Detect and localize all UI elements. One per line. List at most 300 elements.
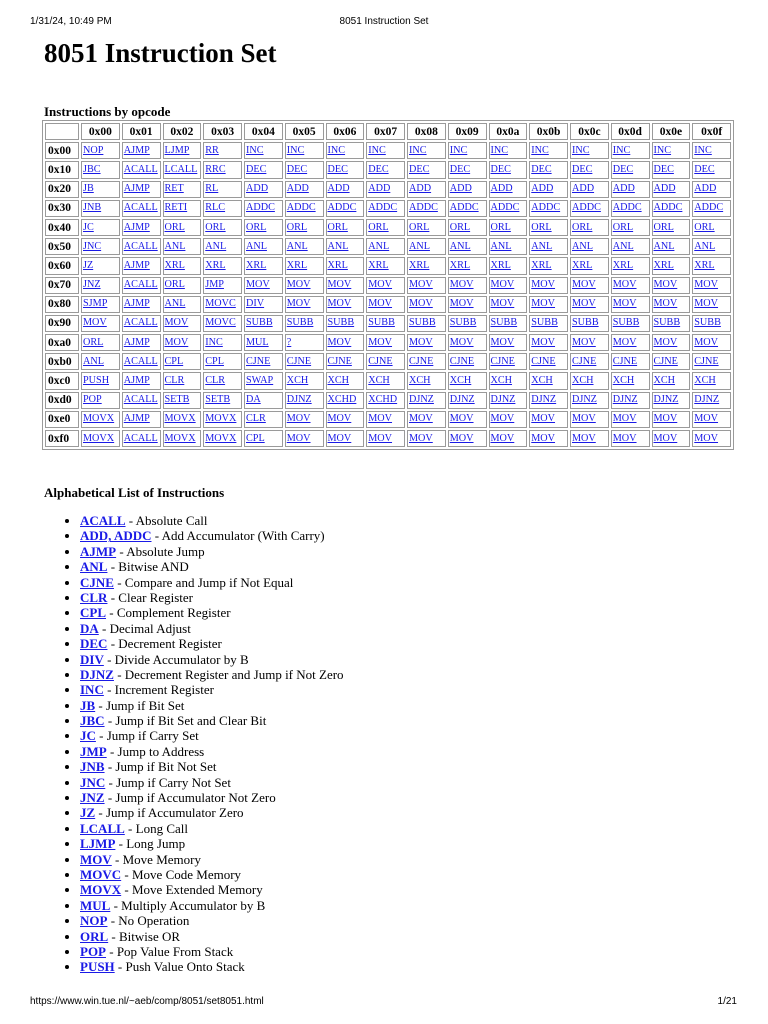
opcode-link[interactable]: ORL <box>694 221 715 233</box>
opcode-link[interactable]: MOV <box>409 432 433 444</box>
opcode-link[interactable]: MOV <box>449 298 474 310</box>
opcode-link[interactable]: LCALL <box>164 163 198 175</box>
opcode-link[interactable]: MOV <box>531 432 556 444</box>
opcode-link[interactable]: XCH <box>409 375 431 387</box>
opcode-link[interactable]: MOV <box>653 279 678 291</box>
opcode-link[interactable]: ADDC <box>490 202 520 214</box>
opcode-link[interactable]: MOV <box>490 336 515 348</box>
opcode-link[interactable]: MOVC <box>205 298 236 310</box>
opcode-link[interactable]: INC <box>246 144 264 156</box>
opcode-link[interactable]: ADD <box>286 183 309 195</box>
table-row <box>45 392 731 409</box>
opcode-link[interactable]: INC <box>612 144 631 156</box>
opcode-link[interactable]: ORL <box>531 221 552 233</box>
instruction-link[interactable]: ORL <box>80 928 109 944</box>
opcode-link[interactable]: ANL <box>205 240 227 252</box>
opcode-link[interactable]: MOV <box>490 432 515 444</box>
opcode-link[interactable]: INC <box>368 144 386 156</box>
opcode-cell <box>652 296 691 313</box>
opcode-link[interactable]: MOV <box>612 413 637 425</box>
opcode-link[interactable]: SUBB <box>612 317 640 329</box>
opcode-link[interactable]: CJNE <box>653 355 678 367</box>
opcode-link[interactable]: XCH <box>286 375 309 387</box>
opcode-link[interactable]: MOV <box>246 279 270 291</box>
opcode-link[interactable]: DJNZ <box>653 394 679 406</box>
opcode-link[interactable]: SUBB <box>246 317 273 329</box>
opcode-link[interactable]: CJNE <box>490 355 515 367</box>
opcode-link[interactable]: AJMP <box>123 298 150 310</box>
opcode-link[interactable]: XRL <box>612 259 634 271</box>
instruction-link[interactable]: CLR <box>80 589 108 605</box>
opcode-link[interactable]: XCH <box>653 375 676 387</box>
opcode-link[interactable]: MOVC <box>205 317 236 329</box>
opcode-link[interactable]: INC <box>327 144 346 156</box>
opcode-link[interactable]: RET <box>164 183 184 195</box>
opcode-link[interactable]: CJNE <box>327 355 352 367</box>
opcode-link[interactable]: ANL <box>572 240 593 252</box>
opcode-link[interactable]: MOV <box>572 336 596 348</box>
opcode-link[interactable]: ADDC <box>694 202 724 214</box>
opcode-link[interactable]: MOV <box>83 317 107 329</box>
opcode-link[interactable]: DIV <box>246 298 265 310</box>
opcode-link[interactable]: AJMP <box>123 144 150 156</box>
opcode-link[interactable]: POP <box>83 394 102 406</box>
opcode-link[interactable]: RLC <box>205 202 226 214</box>
opcode-link[interactable]: MOV <box>409 413 433 425</box>
opcode-link[interactable]: ANL <box>164 298 186 310</box>
opcode-link[interactable]: ORL <box>83 336 104 348</box>
opcode-link[interactable]: DEC <box>653 163 674 175</box>
column-header: 0x07 <box>366 123 405 140</box>
opcode-link[interactable]: XCH <box>327 375 350 387</box>
opcode-link[interactable]: MOV <box>612 279 637 291</box>
opcode-link[interactable]: ACALL <box>123 394 158 406</box>
opcode-link[interactable]: ADD <box>327 183 350 195</box>
opcode-link[interactable]: MOV <box>531 298 556 310</box>
opcode-link[interactable]: LJMP <box>164 144 190 156</box>
opcode-link[interactable]: ANL <box>83 355 104 367</box>
opcode-link[interactable]: MOV <box>694 413 719 425</box>
opcode-link[interactable]: XCHD <box>368 394 398 406</box>
opcode-link[interactable]: DEC <box>449 163 471 175</box>
opcode-link[interactable]: ADD <box>490 183 513 195</box>
opcode-link[interactable]: SUBB <box>531 317 558 329</box>
opcode-link[interactable]: XCH <box>531 375 553 387</box>
instruction-link[interactable]: MOVC <box>80 866 122 882</box>
opcode-link[interactable]: MOV <box>694 279 719 291</box>
opcode-link[interactable]: SWAP <box>246 375 274 387</box>
opcode-link[interactable]: AJMP <box>123 221 150 233</box>
opcode-link[interactable]: ADDC <box>653 202 683 214</box>
opcode-link[interactable]: MOV <box>368 279 393 291</box>
opcode-link[interactable]: XCHD <box>327 394 357 406</box>
opcode-link[interactable]: AJMP <box>123 183 150 195</box>
opcode-cell <box>407 142 446 159</box>
opcode-link[interactable]: ACALL <box>123 202 158 214</box>
opcode-link[interactable]: XCH <box>449 375 472 387</box>
opcode-link[interactable]: MOV <box>409 279 433 291</box>
opcode-link[interactable]: MOV <box>368 432 393 444</box>
opcode-link[interactable]: ORL <box>572 221 593 233</box>
opcode-link[interactable]: RETI <box>164 202 188 214</box>
opcode-link[interactable]: XRL <box>286 259 308 271</box>
instruction-link[interactable]: CJNE <box>80 574 114 590</box>
opcode-link[interactable]: SUBB <box>490 317 518 329</box>
opcode-cell <box>366 315 405 332</box>
opcode-link[interactable]: MOV <box>164 317 189 329</box>
opcode-link[interactable]: MOV <box>368 336 393 348</box>
opcode-link[interactable]: MOVX <box>205 413 237 425</box>
opcode-link[interactable]: SETB <box>205 394 231 406</box>
opcode-link[interactable]: ADDC <box>449 202 479 214</box>
opcode-link[interactable]: ANL <box>653 240 675 252</box>
instruction-link[interactable]: AJMP <box>80 543 117 559</box>
opcode-link[interactable]: MOV <box>694 336 719 348</box>
opcode-link[interactable]: MOVX <box>164 413 196 425</box>
instruction-link[interactable]: JC <box>80 728 96 744</box>
opcode-link[interactable]: SUBB <box>449 317 477 329</box>
opcode-link[interactable]: CLR <box>164 375 185 387</box>
opcode-link[interactable]: INC <box>490 144 509 156</box>
opcode-link[interactable]: CJNE <box>368 355 393 367</box>
print-url: https://www.win.tue.nl/~aeb/comp/8051/set8051.html <box>30 996 264 1007</box>
opcode-link[interactable]: SUBB <box>368 317 395 329</box>
opcode-link[interactable]: MOV <box>531 279 556 291</box>
opcode-link[interactable]: ANL <box>449 240 471 252</box>
opcode-link[interactable]: MOV <box>327 432 352 444</box>
opcode-link[interactable]: ACALL <box>123 279 158 291</box>
opcode-link[interactable]: ADD <box>653 183 676 195</box>
opcode-cell <box>448 296 487 313</box>
row-header: 0xd0 <box>45 392 79 409</box>
opcode-cell <box>203 181 242 198</box>
opcode-link[interactable]: ORL <box>164 279 185 291</box>
opcode-link[interactable]: JNC <box>83 240 102 252</box>
opcode-link[interactable]: MOV <box>327 413 352 425</box>
opcode-link[interactable]: JNZ <box>83 279 101 291</box>
opcode-link[interactable]: ADD <box>246 183 269 195</box>
opcode-link[interactable]: SUBB <box>694 317 721 329</box>
opcode-link[interactable]: DJNZ <box>449 394 475 406</box>
instruction-link[interactable]: NOP <box>80 913 108 929</box>
opcode-link[interactable]: SUBB <box>409 317 436 329</box>
opcode-link[interactable]: MOV <box>368 298 393 310</box>
opcode-link[interactable]: ADDC <box>572 202 601 214</box>
opcode-link[interactable]: MOVX <box>83 413 115 425</box>
opcode-link[interactable]: MOV <box>368 413 393 425</box>
opcode-link[interactable]: MOV <box>653 413 678 425</box>
opcode-link[interactable]: MOVX <box>164 432 196 444</box>
opcode-link[interactable]: XRL <box>164 259 185 271</box>
opcode-link[interactable]: CPL <box>205 355 224 367</box>
instruction-link[interactable]: JNC <box>80 774 106 790</box>
opcode-link[interactable]: ORL <box>327 221 348 233</box>
opcode-link[interactable]: CJNE <box>612 355 638 367</box>
instruction-link[interactable]: INC <box>80 682 104 698</box>
opcode-link[interactable]: MOV <box>653 432 678 444</box>
opcode-link[interactable]: ADDC <box>286 202 316 214</box>
instruction-link[interactable]: MUL <box>80 897 111 913</box>
opcode-link[interactable]: DEC <box>612 163 634 175</box>
opcode-link[interactable]: ADD <box>409 183 432 195</box>
opcode-link[interactable]: ORL <box>409 221 430 233</box>
opcode-link[interactable]: DA <box>246 394 261 406</box>
opcode-link[interactable]: MOV <box>449 432 474 444</box>
instruction-link[interactable]: JB <box>80 697 96 713</box>
opcode-link[interactable]: MOV <box>327 279 352 291</box>
opcode-link[interactable]: CJNE <box>246 355 271 367</box>
opcode-link[interactable]: MOV <box>409 336 433 348</box>
opcode-link[interactable]: XCH <box>694 375 716 387</box>
opcode-link[interactable]: XRL <box>572 259 593 271</box>
opcode-link[interactable]: ADD <box>531 183 554 195</box>
opcode-link[interactable]: ORL <box>653 221 674 233</box>
opcode-link[interactable]: MOV <box>164 336 189 348</box>
opcode-link[interactable]: ADD <box>612 183 635 195</box>
opcode-link[interactable]: MOV <box>327 336 352 348</box>
opcode-link[interactable]: CJNE <box>286 355 312 367</box>
opcode-link[interactable]: ORL <box>368 221 389 233</box>
opcode-link[interactable]: MOV <box>531 413 556 425</box>
opcode-link[interactable]: ADDC <box>409 202 438 214</box>
instruction-link[interactable]: JZ <box>80 805 96 821</box>
opcode-link[interactable]: MOVX <box>83 432 115 444</box>
opcode-link[interactable]: CLR <box>205 375 226 387</box>
instruction-link[interactable]: LCALL <box>80 820 125 836</box>
opcode-link[interactable]: ADDC <box>327 202 357 214</box>
opcode-link[interactable]: MOV <box>449 413 474 425</box>
opcode-link[interactable]: MOV <box>490 298 515 310</box>
instruction-link[interactable]: LJMP <box>80 836 116 852</box>
opcode-link[interactable]: CLR <box>246 413 266 425</box>
opcode-link[interactable]: XCH <box>572 375 594 387</box>
opcode-link[interactable]: NOP <box>83 144 104 156</box>
opcode-link[interactable]: CJNE <box>409 355 434 367</box>
opcode-link[interactable]: ADDC <box>612 202 642 214</box>
opcode-link[interactable]: AJMP <box>123 375 150 387</box>
opcode-link[interactable]: MOV <box>612 298 637 310</box>
instruction-link[interactable]: JNB <box>80 759 105 775</box>
opcode-link[interactable]: ANL <box>286 240 308 252</box>
instruction-link[interactable]: DIV <box>80 651 104 667</box>
opcode-link[interactable]: CPL <box>164 355 184 367</box>
opcode-link[interactable]: MOV <box>409 298 433 310</box>
opcode-link[interactable]: ANL <box>694 240 716 252</box>
opcode-link[interactable]: ANL <box>368 240 390 252</box>
opcode-link[interactable]: SUBB <box>327 317 355 329</box>
opcode-link[interactable]: SUBB <box>572 317 599 329</box>
opcode-link[interactable]: MOV <box>694 432 719 444</box>
opcode-link[interactable]: SUBB <box>653 317 681 329</box>
opcode-link[interactable]: XRL <box>246 259 267 271</box>
instruction-link[interactable]: DA <box>80 620 99 636</box>
opcode-link[interactable]: CJNE <box>531 355 556 367</box>
opcode-link[interactable]: ADDC <box>368 202 398 214</box>
opcode-link[interactable]: DEC <box>531 163 552 175</box>
instruction-link[interactable]: DEC <box>80 636 108 652</box>
opcode-link[interactable]: XRL <box>205 259 226 271</box>
opcode-link[interactable]: MOV <box>653 298 678 310</box>
opcode-link[interactable]: MOV <box>694 298 719 310</box>
opcode-link[interactable]: ADD <box>449 183 472 195</box>
opcode-link[interactable]: ADDC <box>246 202 275 214</box>
opcode-link[interactable]: ACALL <box>123 432 158 444</box>
instruction-link[interactable]: MOVX <box>80 882 122 898</box>
opcode-link[interactable]: MOV <box>286 432 311 444</box>
opcode-link[interactable]: ACALL <box>123 355 158 367</box>
opcode-link[interactable]: MOV <box>490 279 515 291</box>
opcode-link[interactable]: MOV <box>286 279 311 291</box>
opcode-link[interactable]: MOV <box>612 336 637 348</box>
opcode-link[interactable]: MOV <box>531 336 556 348</box>
instruction-link[interactable]: CPL <box>80 605 106 621</box>
opcode-link[interactable]: MOV <box>327 298 352 310</box>
opcode-link[interactable]: ANL <box>164 240 186 252</box>
opcode-link[interactable]: SJMP <box>83 298 108 310</box>
opcode-link[interactable]: ACALL <box>123 163 158 175</box>
opcode-link[interactable]: AJMP <box>123 336 150 348</box>
instruction-link[interactable]: JBC <box>80 713 105 729</box>
opcode-link[interactable]: XRL <box>409 259 430 271</box>
opcode-link[interactable]: ADD <box>694 183 717 195</box>
opcode-link[interactable]: ORL <box>449 221 471 233</box>
opcode-link[interactable]: SETB <box>164 394 190 406</box>
table-row <box>45 334 731 351</box>
instruction-description: - Absolute Jump <box>116 543 205 559</box>
instruction-link[interactable]: MOV <box>80 851 112 867</box>
opcode-link[interactable]: INC <box>205 336 223 348</box>
opcode-link[interactable]: XRL <box>531 259 552 271</box>
opcode-link[interactable]: DEC <box>694 163 715 175</box>
opcode-link[interactable]: MOV <box>572 432 596 444</box>
opcode-link[interactable]: AJMP <box>123 413 150 425</box>
opcode-link[interactable]: ADD <box>368 183 391 195</box>
opcode-link[interactable]: JNB <box>83 202 102 214</box>
opcode-link[interactable]: MOV <box>490 413 515 425</box>
opcode-link[interactable]: ANL <box>531 240 553 252</box>
opcode-link[interactable]: INC <box>449 144 468 156</box>
opcode-link[interactable]: DEC <box>327 163 348 175</box>
opcode-link[interactable]: DEC <box>286 163 308 175</box>
opcode-link[interactable]: XRL <box>653 259 674 271</box>
opcode-link[interactable]: MOV <box>612 432 637 444</box>
opcode-link[interactable]: XRL <box>694 259 715 271</box>
opcode-link[interactable]: MOV <box>572 279 596 291</box>
opcode-link[interactable]: INC <box>409 144 427 156</box>
opcode-link[interactable]: XRL <box>368 259 389 271</box>
opcode-link[interactable]: ADDC <box>531 202 561 214</box>
opcode-link[interactable]: DEC <box>368 163 389 175</box>
opcode-link[interactable]: XCH <box>490 375 513 387</box>
instruction-link[interactable]: DJNZ <box>80 666 114 682</box>
opcode-link[interactable]: XRL <box>449 259 471 271</box>
opcode-link[interactable]: MOVX <box>205 432 237 444</box>
opcode-link[interactable]: ANL <box>490 240 512 252</box>
instruction-link[interactable]: ADD, ADDC <box>80 528 152 544</box>
opcode-link[interactable]: CJNE <box>694 355 719 367</box>
opcode-link[interactable]: ADD <box>572 183 595 195</box>
opcode-link[interactable]: CJNE <box>572 355 597 367</box>
opcode-link[interactable]: MOV <box>449 279 474 291</box>
opcode-link[interactable]: MUL <box>246 336 269 348</box>
opcode-link[interactable]: ACALL <box>123 317 158 329</box>
opcode-link[interactable]: ANL <box>409 240 430 252</box>
instruction-link[interactable]: JNZ <box>80 790 105 806</box>
instruction-link[interactable]: ANL <box>80 559 108 575</box>
opcode-link[interactable]: DJNZ <box>612 394 638 406</box>
opcode-link[interactable]: ANL <box>327 240 349 252</box>
opcode-link[interactable]: ORL <box>205 221 226 233</box>
opcode-link[interactable]: INC <box>694 144 712 156</box>
opcode-link[interactable]: DJNZ <box>286 394 312 406</box>
instruction-link[interactable]: PUSH <box>80 959 115 975</box>
opcode-link[interactable]: XCH <box>368 375 390 387</box>
list-item <box>80 636 344 651</box>
opcode-link[interactable]: ACALL <box>123 240 158 252</box>
opcode-link[interactable]: ORL <box>164 221 185 233</box>
opcode-cell <box>529 315 568 332</box>
opcode-link[interactable]: JB <box>83 183 94 195</box>
opcode-link[interactable]: MOV <box>286 413 311 425</box>
instruction-link[interactable]: POP <box>80 943 106 959</box>
opcode-link[interactable]: PUSH <box>83 375 110 387</box>
opcode-link[interactable]: DEC <box>409 163 430 175</box>
opcode-link[interactable]: ORL <box>286 221 308 233</box>
opcode-link[interactable]: JC <box>83 221 94 233</box>
opcode-link[interactable]: DEC <box>246 163 267 175</box>
opcode-link[interactable]: JZ <box>83 259 94 271</box>
opcode-table <box>42 120 734 450</box>
opcode-link[interactable]: DJNZ <box>531 394 557 406</box>
opcode-link[interactable]: RR <box>205 144 219 156</box>
opcode-link[interactable]: CPL <box>246 432 265 444</box>
opcode-link[interactable]: XRL <box>327 259 348 271</box>
opcode-link[interactable]: XRL <box>490 259 511 271</box>
opcode-link[interactable]: SUBB <box>286 317 314 329</box>
opcode-link[interactable]: JMP <box>205 279 224 291</box>
instruction-link[interactable]: JMP <box>80 743 107 759</box>
opcode-link[interactable]: INC <box>653 144 672 156</box>
opcode-link[interactable]: DJNZ <box>409 394 434 406</box>
opcode-link[interactable]: INC <box>531 144 549 156</box>
opcode-link[interactable]: AJMP <box>123 259 150 271</box>
opcode-link[interactable]: JBC <box>83 163 101 175</box>
opcode-link[interactable]: MOV <box>572 413 596 425</box>
opcode-link[interactable]: DJNZ <box>572 394 597 406</box>
opcode-link[interactable]: DEC <box>490 163 511 175</box>
opcode-link[interactable]: RRC <box>205 163 226 175</box>
instruction-link[interactable]: ACALL <box>80 513 126 528</box>
opcode-link[interactable]: DJNZ <box>694 394 720 406</box>
opcode-link[interactable]: RL <box>205 183 219 195</box>
opcode-link[interactable]: XCH <box>612 375 635 387</box>
opcode-link[interactable]: MOV <box>286 298 311 310</box>
opcode-link[interactable]: DJNZ <box>490 394 516 406</box>
opcode-link[interactable]: MOV <box>572 298 596 310</box>
opcode-link[interactable]: INC <box>572 144 590 156</box>
opcode-link[interactable]: ANL <box>612 240 634 252</box>
opcode-link[interactable]: ORL <box>612 221 634 233</box>
opcode-link[interactable]: MOV <box>449 336 474 348</box>
opcode-link[interactable]: ? <box>286 336 292 348</box>
opcode-link[interactable]: ORL <box>246 221 267 233</box>
opcode-link[interactable]: MOV <box>653 336 678 348</box>
opcode-link[interactable]: DEC <box>572 163 593 175</box>
opcode-link[interactable]: ANL <box>246 240 267 252</box>
opcode-link[interactable]: CJNE <box>449 355 475 367</box>
opcode-link[interactable]: INC <box>286 144 305 156</box>
opcode-link[interactable]: ORL <box>490 221 511 233</box>
